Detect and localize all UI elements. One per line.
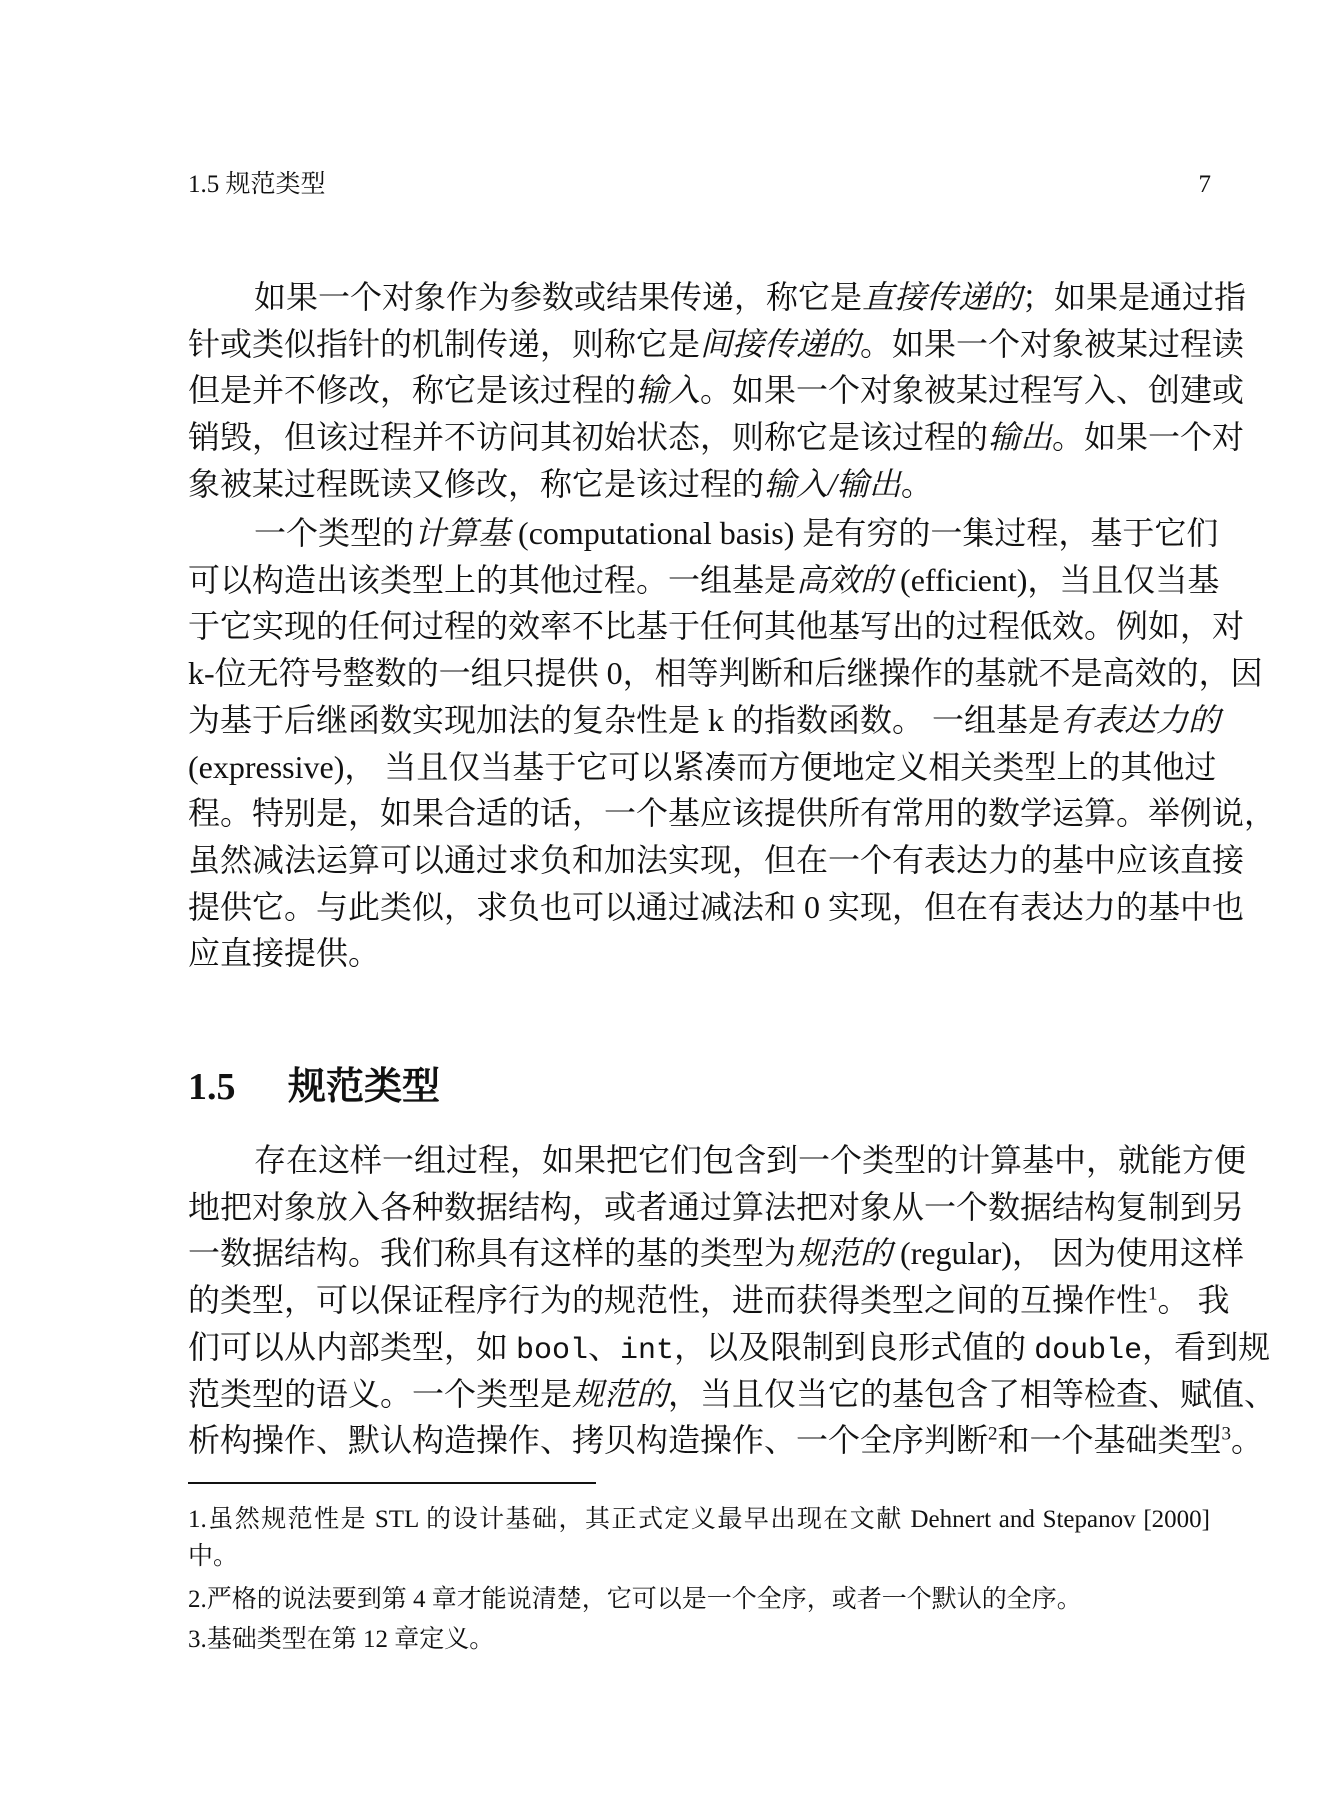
paragraph-2-line xyxy=(188,650,1263,696)
emphasized-term: 计算基 xyxy=(414,515,511,551)
paragraph-1-line xyxy=(188,274,1247,320)
text-run: (efficient)，当且仅当基 xyxy=(892,561,1220,598)
text-run: 于它实现的任何过程的效率不比基于任何其他基写出的过程低效。例如，对 xyxy=(188,608,1245,645)
text-run: 应直接提供。 xyxy=(188,935,381,972)
text-run: 。如果一个对象被某过程读 xyxy=(860,325,1245,362)
paragraph-3-line xyxy=(188,1371,1277,1417)
paragraph-3-line xyxy=(188,1277,1230,1323)
paragraph-2-line xyxy=(188,697,1221,743)
section-number: 1.5 xyxy=(188,1066,236,1108)
paragraph-2-line xyxy=(188,744,1217,790)
text-run: 为基于后继函数实现加法的复杂性是 k 的指数函数。 一组基是 xyxy=(188,701,1061,738)
paragraph-1-line xyxy=(188,367,1245,413)
paragraph-2-line xyxy=(188,884,1245,930)
text-run: 。 我 xyxy=(1157,1282,1230,1319)
text-run: 一个类型的 xyxy=(254,515,415,551)
emphasized-term: 输出 xyxy=(988,419,1053,456)
paragraph-1-line xyxy=(188,321,1245,367)
emphasized-term: 直接传递的 xyxy=(862,279,1023,315)
text-run: 地把对象放入各种数据结构，或者通过算法把对象从一个数据结构复制到另 xyxy=(188,1188,1245,1225)
text-run: 虽然减法运算可以通过求负和加法实现，但在一个有表达力的基中应该直接 xyxy=(188,841,1245,878)
text-run: 、 xyxy=(588,1328,621,1365)
page-number: 7 xyxy=(1198,171,1211,198)
text-run: 提供它。与此类似，求负也可以通过减法和 0 实现，但在有表达力的基中也 xyxy=(188,888,1245,925)
text-run: (expressive)， 当且仅当基于它可以紧凑而方便地定义相关类型上的其他过 xyxy=(188,748,1217,785)
code-term: double xyxy=(1034,1333,1143,1368)
section-title: 规范类型 xyxy=(288,1066,441,1108)
text-run: 一数据结构。我们称具有这样的基的类型为 xyxy=(188,1235,797,1272)
text-run: ，当且仅当它的基包含了相等检查、赋值、 xyxy=(668,1375,1277,1412)
footnote-ref: 3 xyxy=(1221,1423,1232,1445)
text-run: 。如果一个对 xyxy=(1052,419,1245,456)
text-run: 的类型，可以保证程序行为的规范性，进而获得类型之间的互操作性 xyxy=(188,1282,1149,1319)
text-run: 销毁，但该过程并不访问其初始状态，则称它是该过程的 xyxy=(188,419,989,456)
paragraph-1-line xyxy=(188,414,1245,460)
section-heading xyxy=(188,1062,440,1112)
text-run: 存在这样一组过程，如果把它们包含到一个类型的计算基中，就能方便 xyxy=(254,1142,1247,1178)
footnote-3: 3.基础类型在第 12 章定义。 xyxy=(188,1626,495,1653)
text-run: ；如果是通过指 xyxy=(1022,279,1247,315)
text-run: k-位无符号整数的一组只提供 0，相等判断和后继操作的基就不是高效的，因 xyxy=(188,655,1263,692)
footnote-1: 中。 xyxy=(188,1543,239,1570)
emphasized-term: 间接传递的 xyxy=(700,325,861,362)
text-run: (regular)， 因为使用这样 xyxy=(892,1235,1244,1272)
paragraph-1-line xyxy=(188,461,1210,507)
paragraph-2-line xyxy=(188,790,1277,836)
code-term: bool xyxy=(516,1333,589,1368)
footnote-ref: 2 xyxy=(988,1423,998,1445)
text-run: 如果一个对象作为参数或结果传递，称它是 xyxy=(254,279,863,315)
paragraph-3-line xyxy=(188,1184,1245,1230)
paragraph-3-line xyxy=(188,1417,1264,1463)
emphasized-term: 输入 xyxy=(636,372,701,409)
footnote-1: 1.虽然规范性是 STL 的设计基础，其正式定义最早出现在文献 Dehnert and Stepanov [2000] xyxy=(188,1506,1210,1533)
emphasized-term: 规范的 xyxy=(796,1235,893,1272)
text-run: 析构操作、默认构造操作、拷贝构造操作、一个全序判断 xyxy=(188,1422,989,1459)
code-term: int xyxy=(620,1333,675,1368)
text-run: 但是并不修改，称它是该过程的 xyxy=(188,372,637,409)
text-run: 。 xyxy=(1231,1422,1264,1459)
text-run: 程。特别是，如果合适的话，一个基应该提供所有常用的数学运算。举例说， xyxy=(188,795,1277,832)
text-run: 。 xyxy=(900,465,933,502)
emphasized-term: 输入/输出 xyxy=(764,465,901,502)
text-run: 象被某过程既读又修改，称它是该过程的 xyxy=(188,465,765,502)
emphasized-term: 有表达力的 xyxy=(1060,701,1221,738)
text-run: 针或类似指针的机制传递，则称它是 xyxy=(188,325,701,362)
paragraph-2-line xyxy=(188,510,1219,556)
footnote-2: 2.严格的说法要到第 4 章才能说清楚，它可以是一个全序，或者一个默认的全序。 xyxy=(188,1586,1082,1613)
emphasized-term: 规范的 xyxy=(572,1375,669,1412)
paragraph-2-line xyxy=(188,930,1210,976)
paragraph-2-line xyxy=(188,837,1245,883)
text-run: 。如果一个对象被某过程写入、创建或 xyxy=(700,372,1245,409)
text-run: ，以及限制到良形式值的 xyxy=(674,1328,1035,1365)
running-header-section: 1.5 规范类型 xyxy=(188,171,326,198)
emphasized-term: 高效的 xyxy=(796,561,893,598)
text-run: 可以构造出该类型上的其他过程。一组基是 xyxy=(188,561,797,598)
paragraph-2-line xyxy=(188,557,1220,603)
text-run: 们可以从内部类型，如 xyxy=(188,1328,517,1365)
footnote-rule xyxy=(188,1482,596,1484)
text-run: 范类型的语义。一个类型是 xyxy=(188,1375,573,1412)
footnote-ref: 1 xyxy=(1148,1283,1158,1305)
paragraph-3-line xyxy=(188,1230,1244,1276)
text-run: 和一个基础类型 xyxy=(997,1422,1222,1459)
paragraph-3-line xyxy=(188,1137,1247,1183)
paragraph-2-line xyxy=(188,603,1245,649)
text-run: ，看到规 xyxy=(1142,1328,1271,1365)
paragraph-3-line xyxy=(188,1324,1271,1370)
text-run: (computational basis) 是有穷的一集过程，基于它们 xyxy=(510,515,1219,551)
